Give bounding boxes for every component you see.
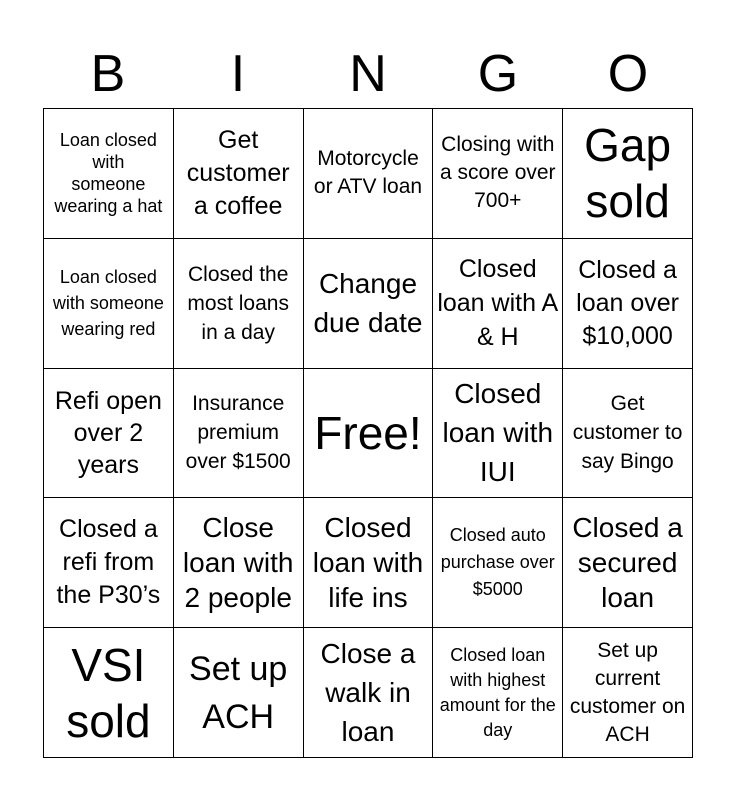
header-letter-i: I bbox=[230, 45, 246, 103]
bingo-card-grid bbox=[43, 108, 693, 758]
bingo-cell[interactable] bbox=[563, 239, 693, 369]
cell-text: Closed loan with highest amount for the day bbox=[439, 644, 556, 740]
bingo-cell[interactable] bbox=[304, 239, 434, 369]
bingo-cell[interactable] bbox=[433, 239, 563, 369]
cell-text: Loan closed with someone wearing a hat bbox=[54, 130, 163, 217]
bingo-cell[interactable] bbox=[433, 109, 563, 239]
cell-text: Closing with a score over 700+ bbox=[440, 133, 556, 213]
cell-text: Closed a loan over $10,000 bbox=[576, 255, 680, 350]
bingo-cell[interactable] bbox=[174, 239, 304, 369]
bingo-cell[interactable] bbox=[174, 109, 304, 239]
bingo-cell[interactable] bbox=[44, 628, 174, 758]
bingo-cell[interactable] bbox=[174, 498, 304, 628]
header-letter-o: O bbox=[607, 45, 649, 103]
bingo-cell-free[interactable] bbox=[304, 369, 434, 499]
cell-text: Motorcycle or ATV loan bbox=[313, 147, 423, 199]
bingo-cell[interactable] bbox=[433, 369, 563, 499]
bingo-cell[interactable] bbox=[563, 109, 693, 239]
cell-text: Insurance premium over $1500 bbox=[185, 392, 291, 474]
bingo-cell[interactable] bbox=[563, 628, 693, 758]
cell-text: Closed the most loans in a day bbox=[187, 262, 289, 344]
header-letter-g: G bbox=[477, 45, 519, 103]
cell-text: Closed a secured loan bbox=[572, 512, 683, 614]
cell-text: Set up ACH bbox=[189, 649, 288, 736]
bingo-cell[interactable] bbox=[563, 369, 693, 499]
bingo-cell[interactable] bbox=[304, 109, 434, 239]
cell-text: Closed a refi from the P30’s bbox=[56, 515, 161, 610]
cell-text: Refi open over 2 years bbox=[54, 386, 162, 479]
cell-text: Close loan with 2 people bbox=[182, 512, 294, 614]
cell-text: Change due date bbox=[313, 268, 423, 339]
bingo-cell[interactable] bbox=[433, 628, 563, 758]
cell-text: Closed loan with A & H bbox=[437, 255, 559, 352]
cell-text: Get customer a coffee bbox=[186, 125, 290, 220]
header-letter-b: B bbox=[90, 45, 126, 103]
bingo-header bbox=[43, 40, 693, 108]
bingo-cell[interactable] bbox=[304, 498, 434, 628]
cell-text: VSI sold bbox=[66, 638, 151, 747]
bingo-cell[interactable] bbox=[174, 369, 304, 499]
bingo-cell[interactable] bbox=[433, 498, 563, 628]
bingo-cell[interactable] bbox=[44, 239, 174, 369]
cell-text: Get customer to say Bingo bbox=[572, 392, 683, 474]
header-letter-n: N bbox=[349, 45, 387, 103]
cell-text: Closed loan with IUI bbox=[442, 378, 554, 488]
cell-text: Closed loan with life ins bbox=[312, 512, 424, 614]
cell-text: Set up current customer on ACH bbox=[569, 638, 686, 746]
bingo-cell[interactable] bbox=[304, 628, 434, 758]
bingo-cell[interactable] bbox=[44, 369, 174, 499]
bingo-cell[interactable] bbox=[563, 498, 693, 628]
cell-text: Gap sold bbox=[584, 119, 672, 228]
cell-text: Close a walk in loan bbox=[320, 638, 416, 748]
cell-text: Loan closed with someone wearing red bbox=[52, 267, 164, 340]
bingo-cell[interactable] bbox=[174, 628, 304, 758]
free-space-text: Free! bbox=[314, 406, 422, 459]
cell-text: Closed auto purchase over $5000 bbox=[440, 525, 555, 600]
bingo-cell[interactable] bbox=[44, 109, 174, 239]
bingo-cell[interactable] bbox=[44, 498, 174, 628]
